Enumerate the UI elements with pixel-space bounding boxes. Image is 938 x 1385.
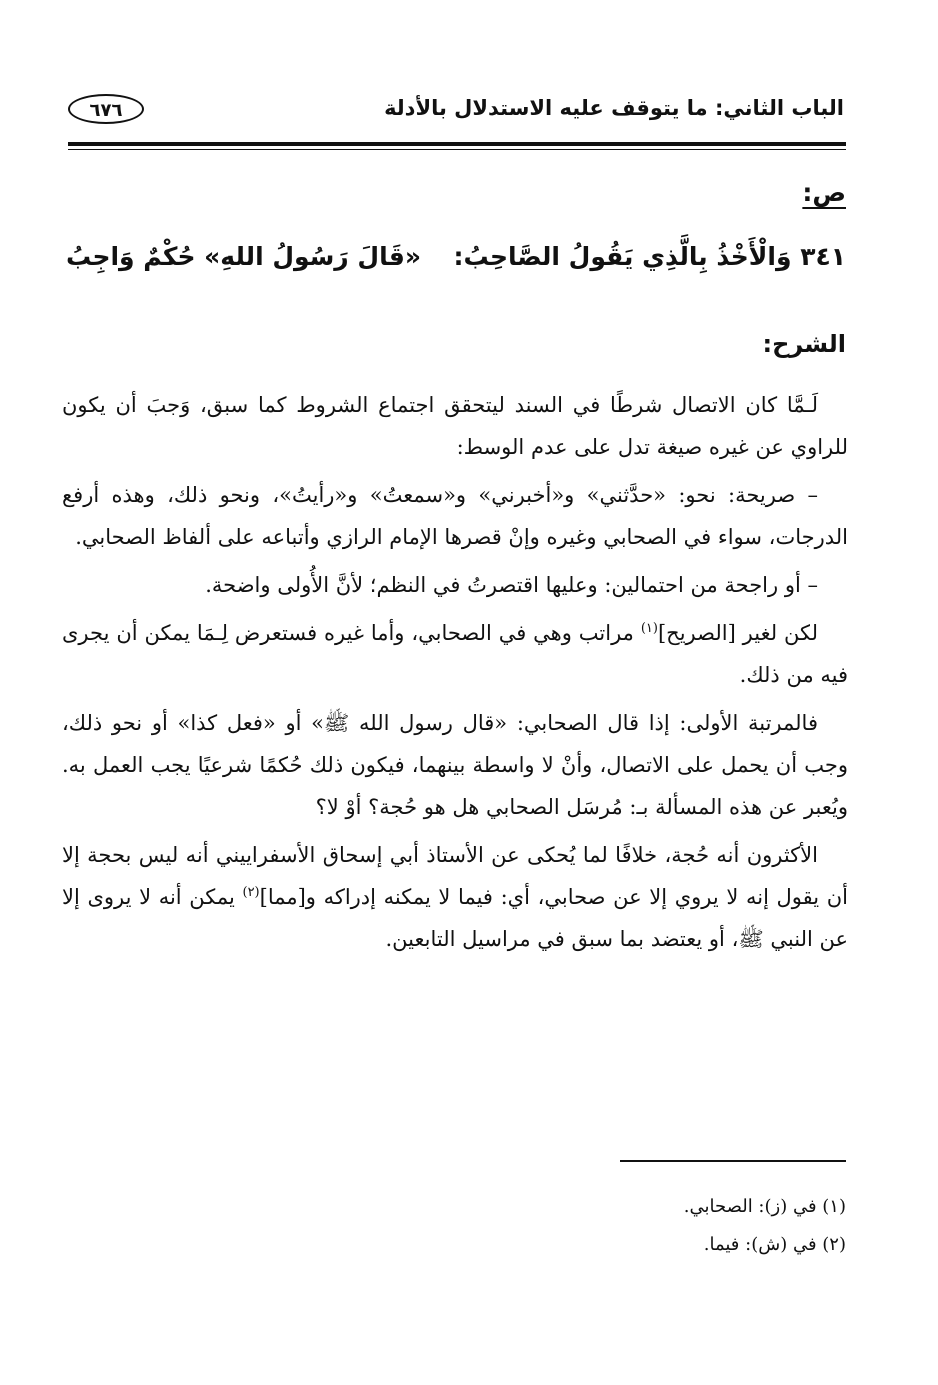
paragraph-4-text-b: مراتب وهي في الصحابي، وأما غيره فستعرض لِـمَا يمكن أن يجرى فيه من ذلك. <box>62 621 848 687</box>
page-header <box>68 92 844 138</box>
footnote-ref-1: (١) <box>640 621 658 636</box>
paragraph-6 <box>62 834 848 960</box>
footnotes <box>146 1188 846 1264</box>
paragraph-4-text-a: لكن لغير [الصريح] <box>657 621 819 645</box>
paragraph-5: فالمرتبة الأولى: إذا قال الصحابي: «قال رسول الله ﷺ» أو «فعل كذا» أو نحو ذلك، وجب أن يحمل على الاتصال، وأنْ لا واسطة بينهما، فيكون ذلك حُكمًا شرعيًا يجب العمل به. ويُعبر عن هذه المسألة بـ: مُرسَل الصحابي هل هو حُجة؟ أوْ لا؟ <box>62 711 848 819</box>
verse-first-hemistich: ٣٤١ وَالْأَخْذُ بِالَّذِي يَقُولُ الصَّاحِبُ: <box>453 242 846 271</box>
running-title: الباب الثاني: ما يتوقف عليه الاستدلال بالأدلة <box>384 96 844 120</box>
paragraph-3: – أو راجحة من احتمالين: وعليها اقتصرتُ في النظم؛ لأنَّ الأُولى واضحة. <box>205 573 818 597</box>
verse-second-hemistich: «قَالَ رَسُولُ اللهِ» حُكْمٌ وَاجِبُ <box>66 242 421 271</box>
sharh-label: الشرح: <box>762 330 846 358</box>
header-rule-thick <box>68 142 846 146</box>
footnote-ref-2: (٢) <box>242 885 260 900</box>
commentary-body <box>62 384 848 966</box>
page-number-badge: ٦٧٦ <box>68 94 144 124</box>
paragraph-6-text-a: الأكثرون أنه حُجة، خلافًا لما يُحكى عن الأستاذ أبي إسحاق الأسفراييني أنه ليس بحجة إلا أن يقول إنه لا يروي إلا عن صحابي، أي: فيما لا يمكنه إدراكه و[مما] <box>62 843 849 909</box>
paragraph-6-text-b: يمكن أنه لا يروى إلا عن النبي ﷺ، أو يعتضد بما سبق في مراسيل التابعين. <box>62 885 848 951</box>
footnote-1: (١) في (ز): الصحابي. <box>683 1196 846 1217</box>
verse-line <box>66 242 846 290</box>
footnote-separator <box>620 1160 846 1162</box>
paragraph-1: لَـمَّا كان الاتصال شرطًا في السند ليتحقق اجتماع الشروط كما سبق، وَجبَ أن يكون للراوي عن غيره صيغة تدل على عدم الوسط: <box>62 393 848 459</box>
matn-label: ص: <box>802 178 846 207</box>
header-rule-thin <box>68 149 846 150</box>
paragraph-4 <box>62 612 848 696</box>
paragraph-2: – صريحة: نحو: «حدَّثني» و«أخبرني» و«سمعتُ» و«رأيتُ»، ونحو ذلك، وهذه أرفع الدرجات، سواء في الصحابي وغيره وإنْ قصرها الإمام الرازي وأتباعه على ألفاظ الصحابي. <box>62 483 848 549</box>
footnote-2: (٢) في (ش): فيما. <box>703 1234 846 1255</box>
